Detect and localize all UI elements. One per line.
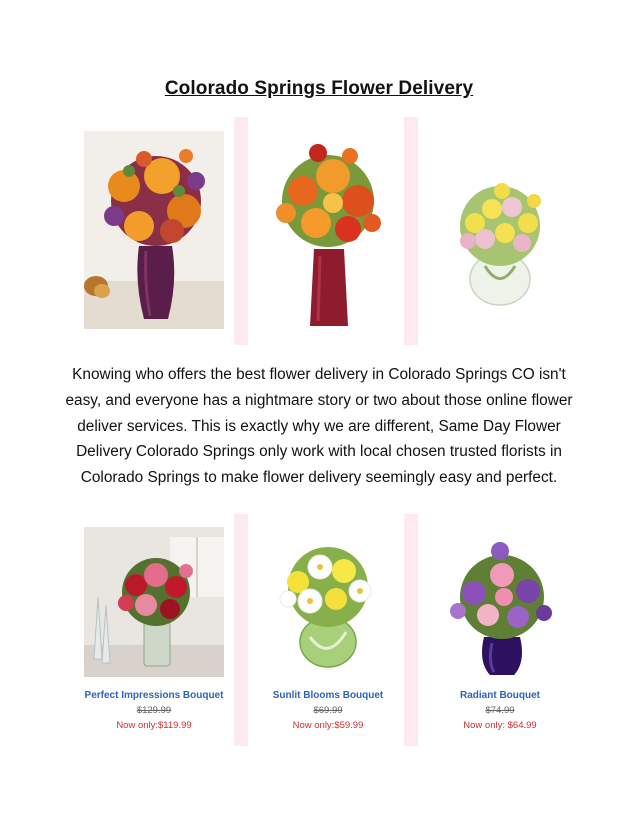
intro-paragraph: Knowing who offers the best flower delivery in Colorado Springs CO isn't easy, and everyone has a nightmare story or two about those online flower deliver services. This is exactly why we are different, Same Day Flower Delivery Colorado Springs only work with local chosen trusted florists in Colorado Springs to make flower delivery seemingly easy and perfect. bbox=[65, 366, 573, 487]
sale-price: Now only:$119.99 bbox=[116, 720, 192, 731]
radiant-bouquet-image[interactable] bbox=[430, 527, 570, 677]
original-price: $129.99 bbox=[136, 705, 172, 716]
rose-bowl-bouquet-image bbox=[430, 131, 570, 329]
product-name[interactable]: Sunlit Blooms Bouquet bbox=[272, 690, 384, 701]
orange-lily-bouquet-image bbox=[84, 131, 224, 329]
pink-divider bbox=[234, 514, 248, 746]
perfect-impressions-image[interactable] bbox=[84, 527, 224, 677]
sale-price: Now only: $64.99 bbox=[463, 720, 537, 731]
product-card[interactable] bbox=[420, 690, 580, 731]
product-card[interactable] bbox=[248, 690, 408, 731]
sunlit-blooms-image[interactable] bbox=[258, 527, 398, 677]
sale-price: Now only:$59.99 bbox=[292, 720, 364, 731]
original-price: $74.99 bbox=[485, 705, 515, 716]
pink-divider bbox=[404, 117, 418, 345]
product-name[interactable]: Perfect Impressions Bouquet bbox=[84, 690, 224, 701]
pink-divider bbox=[234, 117, 248, 345]
orange-rose-bouquet-image bbox=[258, 131, 398, 329]
product-name[interactable]: Radiant Bouquet bbox=[460, 690, 540, 701]
original-price: $69.99 bbox=[313, 705, 343, 716]
page-title: Colorado Springs Flower Delivery bbox=[164, 78, 474, 99]
product-card[interactable] bbox=[74, 690, 234, 731]
